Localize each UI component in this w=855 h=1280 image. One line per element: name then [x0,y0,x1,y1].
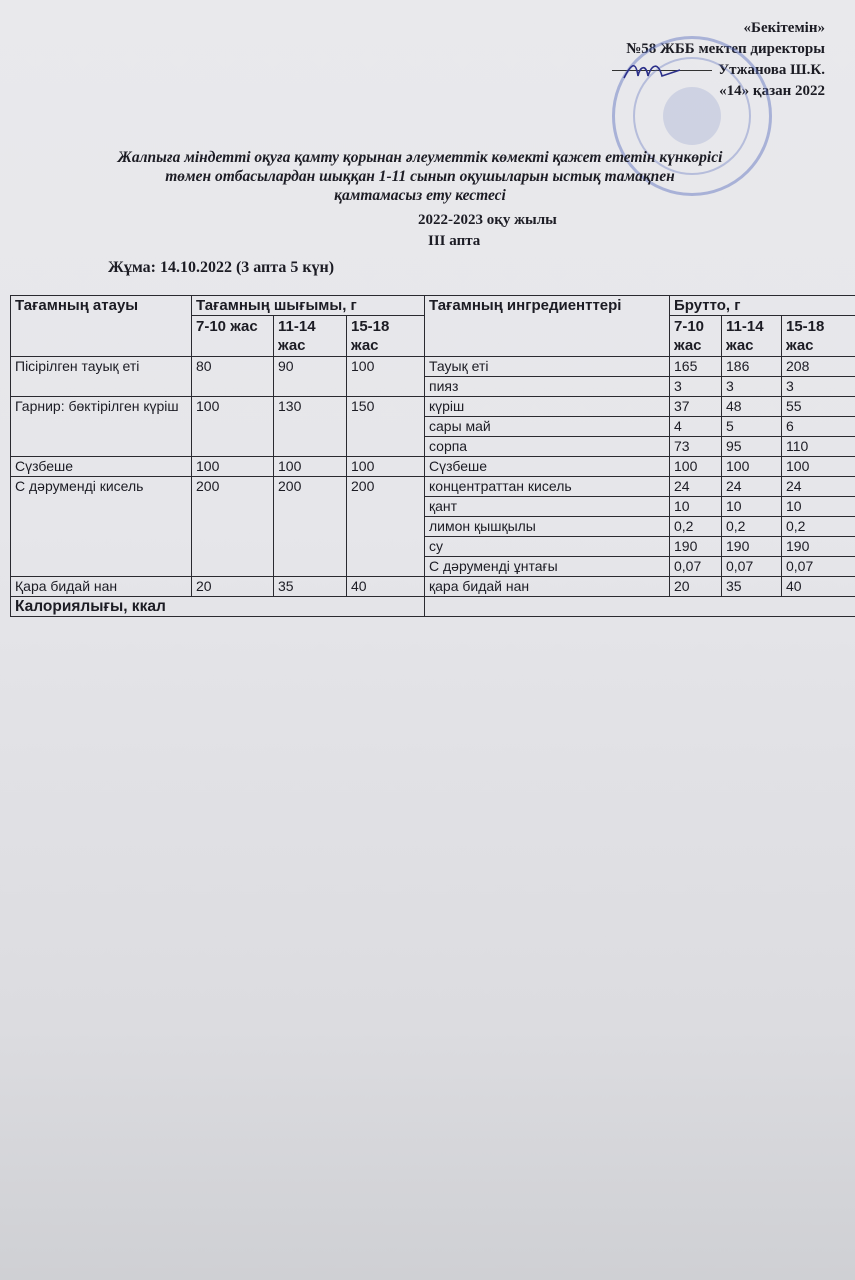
header-ingredients: Тағамның ингредиенттері [425,296,670,357]
ingredient-name: Сүзбеше [425,457,670,477]
dish-output-7-10: 80 [192,357,274,397]
brutto-11-14: 24 [722,477,782,497]
brutto-11-14: 0,2 [722,517,782,537]
document-title [70,148,770,205]
menu-table [10,295,855,617]
ingredient-name: концентраттан кисель [425,477,670,497]
brutto-11-14: 186 [722,357,782,377]
dish-name: Сүзбеше [11,457,192,477]
calories-label: Калориялығы, ккал [11,597,425,617]
brutto-15-18: 208 [782,357,855,377]
table-row [11,457,855,477]
calories-value [425,597,855,617]
approval-line-1: «Бекітемін» [743,20,825,36]
dish-name: Гарнир: бөктірілген күріш [11,397,192,457]
ingredient-name: сорпа [425,437,670,457]
brutto-7-10: 20 [670,577,722,597]
dish-output-11-14: 130 [274,397,347,457]
day-label: Жұма: 14.10.2022 (3 апта 5 күн) [108,259,335,276]
dish-output-7-10: 20 [192,577,274,597]
dish-output-11-14: 35 [274,577,347,597]
brutto-age-11-14: 11-14 жас [722,316,782,357]
brutto-7-10: 165 [670,357,722,377]
brutto-15-18: 40 [782,577,855,597]
dish-name: Қара бидай нан [11,577,192,597]
ingredient-name: С дәруменді ұнтағы [425,557,670,577]
ingredient-name: Тауық еті [425,357,670,377]
dish-output-15-18: 100 [347,357,425,397]
dish-output-11-14: 100 [274,457,347,477]
table-row [11,477,855,497]
brutto-7-10: 37 [670,397,722,417]
title-line-1: Жалпыға міндетті оқуға қамту қорынан әлеуметтік көмекті қажет ететін күнкөрісі [117,149,723,166]
brutto-15-18: 24 [782,477,855,497]
dish-output-15-18: 40 [347,577,425,597]
dish-output-11-14: 90 [274,357,347,397]
ingredient-name: су [425,537,670,557]
approval-date: «14» қазан 2022 [719,83,825,99]
academic-year: 2022-2023 оқу жылы [418,212,557,228]
approval-line-2: №58 ЖББ мектеп директоры [626,41,825,57]
header-dish: Тағамның атауы [11,296,192,357]
ingredient-name: пияз [425,377,670,397]
output-age-11-14: 11-14 жас [274,316,347,357]
brutto-15-18: 190 [782,537,855,557]
brutto-7-10: 0,2 [670,517,722,537]
brutto-15-18: 6 [782,417,855,437]
brutto-15-18: 110 [782,437,855,457]
brutto-11-14: 95 [722,437,782,457]
ingredient-name: қант [425,497,670,517]
calories-row [11,597,855,617]
menu-table-body [11,296,855,617]
brutto-11-14: 48 [722,397,782,417]
title-line-3: қамтамасыз ету кестесі [334,187,506,204]
output-age-7-10: 7-10 жас [192,316,274,357]
brutto-15-18: 0,2 [782,517,855,537]
brutto-7-10: 3 [670,377,722,397]
ingredient-name: сары май [425,417,670,437]
signature-scribble [622,60,682,82]
dish-output-15-18: 150 [347,397,425,457]
brutto-11-14: 5 [722,417,782,437]
brutto-7-10: 190 [670,537,722,557]
dish-output-15-18: 200 [347,477,425,577]
dish-output-15-18: 100 [347,457,425,477]
brutto-15-18: 10 [782,497,855,517]
brutto-11-14: 190 [722,537,782,557]
week-label: ІІІ апта [428,233,481,249]
brutto-7-10: 4 [670,417,722,437]
brutto-15-18: 100 [782,457,855,477]
dish-output-11-14: 200 [274,477,347,577]
brutto-7-10: 73 [670,437,722,457]
dish-output-7-10: 200 [192,477,274,577]
output-age-15-18: 15-18 жас [347,316,425,357]
brutto-15-18: 55 [782,397,855,417]
brutto-7-10: 24 [670,477,722,497]
dish-output-7-10: 100 [192,397,274,457]
brutto-age-15-18: 15-18 жас [782,316,855,357]
brutto-11-14: 10 [722,497,782,517]
table-row [11,577,855,597]
brutto-15-18: 0,07 [782,557,855,577]
brutto-11-14: 100 [722,457,782,477]
brutto-7-10: 0,07 [670,557,722,577]
brutto-age-7-10: 7-10 жас [670,316,722,357]
table-row [11,397,855,417]
dish-name: С дәруменді кисель [11,477,192,577]
ingredient-name: қара бидай нан [425,577,670,597]
title-line-2: төмен отбасылардан шыққан 1-11 сынып оқушыларын ыстық тамақпен [165,168,675,185]
header-brutto: Брутто, г [670,296,855,316]
dish-output-7-10: 100 [192,457,274,477]
header-row [11,296,855,316]
director-name: Утжанова Ш.К. [718,62,825,78]
ingredient-name: лимон қышқылы [425,517,670,537]
brutto-7-10: 10 [670,497,722,517]
ingredient-name: күріш [425,397,670,417]
brutto-15-18: 3 [782,377,855,397]
brutto-11-14: 35 [722,577,782,597]
brutto-11-14: 0,07 [722,557,782,577]
brutto-7-10: 100 [670,457,722,477]
header-output: Тағамның шығымы, г [192,296,425,316]
dish-name: Пісірілген тауық еті [11,357,192,397]
table-row [11,357,855,377]
brutto-11-14: 3 [722,377,782,397]
